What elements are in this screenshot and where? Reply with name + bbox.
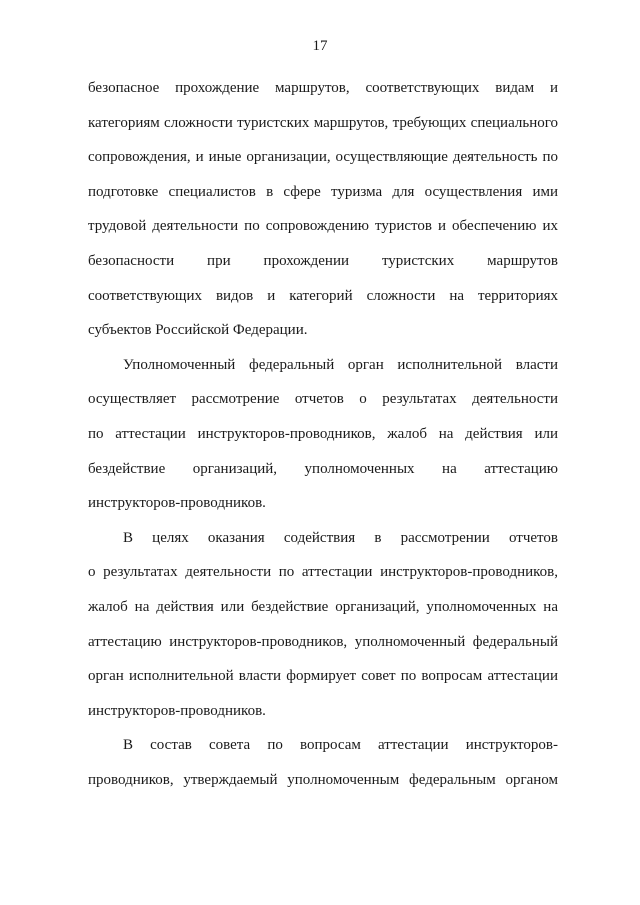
text-line: инструкторов-проводников. bbox=[88, 495, 266, 512]
text-line: В целях оказания содействия в рассмотрении отчетов bbox=[123, 529, 558, 546]
text-line: бездействие организаций, уполномоченных на аттестацию bbox=[88, 460, 558, 477]
text-line: В состав совета по вопросам аттестации инструкторов- bbox=[123, 737, 558, 754]
text-line: подготовке специалистов в сфере туризма для осуществления ими bbox=[88, 183, 558, 200]
text-line: орган исполнительной власти формирует совет по вопросам аттестации bbox=[88, 668, 558, 685]
text-line: безопасное прохождение маршрутов, соответствующих видам и bbox=[88, 80, 558, 96]
text-line: о результатах деятельности по аттестации инструкторов-проводников, bbox=[88, 564, 558, 581]
text-line: сопровождения, и иные организации, осуществляющие деятельность по bbox=[88, 149, 558, 166]
text-line: аттестацию инструкторов-проводников, уполномоченный федеральный bbox=[88, 633, 558, 650]
document-body bbox=[88, 72, 558, 798]
text-line: категориям сложности туристских маршрутов, требующих специального bbox=[88, 114, 558, 131]
text-line: безопасности при прохождении туристских маршрутов bbox=[88, 252, 558, 269]
text-line: осуществляет рассмотрение отчетов о результатах деятельности bbox=[88, 391, 558, 408]
text-line: по аттестации инструкторов-проводников, жалоб на действия или bbox=[88, 425, 558, 442]
text-line: проводников, утверждаемый уполномоченным федеральным органом bbox=[88, 771, 558, 788]
text-line: Уполномоченный федеральный орган исполнительной власти bbox=[123, 356, 558, 373]
text-line: трудовой деятельности по сопровождению туристов и обеспечению их bbox=[88, 218, 558, 235]
text-line: субъектов Российской Федерации. bbox=[88, 322, 308, 339]
text-line: соответствующих видов и категорий сложности на территориях bbox=[88, 287, 558, 304]
text-line: инструкторов-проводников. bbox=[88, 702, 266, 719]
text-line: жалоб на действия или бездействие организаций, уполномоченных на bbox=[88, 598, 558, 615]
page-number: 17 bbox=[312, 38, 328, 54]
